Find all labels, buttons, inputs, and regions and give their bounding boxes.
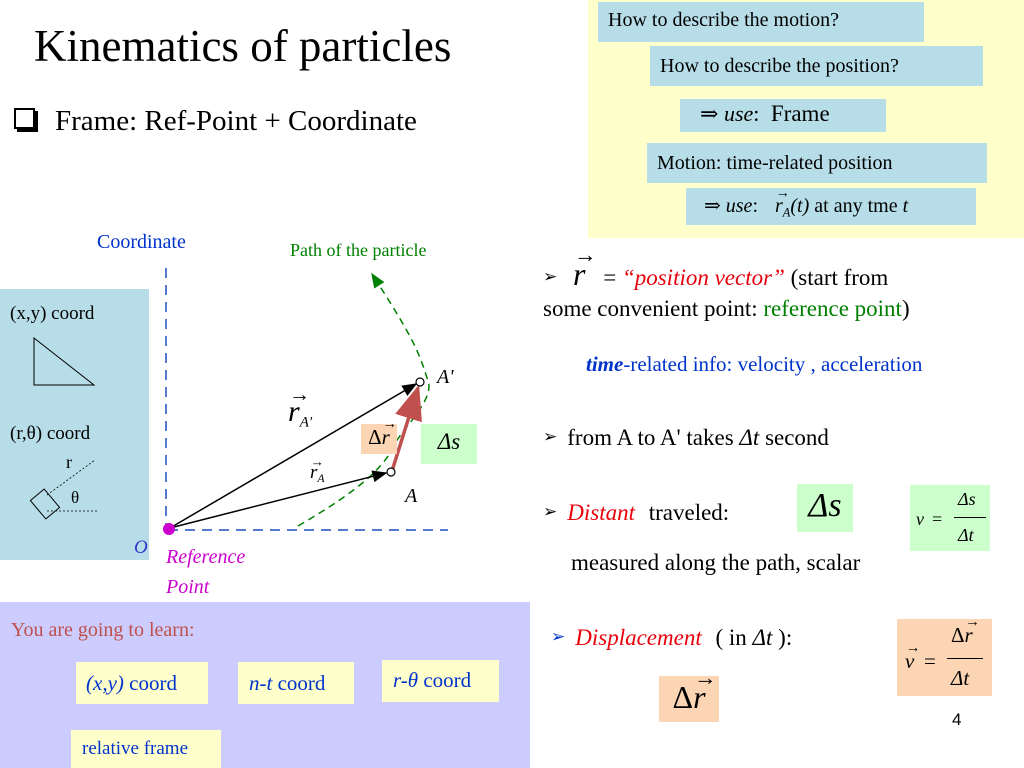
delta-s-diagram-box: Δs	[421, 424, 477, 464]
coordinate-label: Coordinate	[97, 231, 186, 253]
reference-point-label	[166, 542, 245, 602]
second-text: second	[759, 425, 829, 450]
close-paren-colon: ):	[772, 625, 793, 650]
learn-item-xy-b: coord	[123, 671, 177, 695]
origin-label: O	[134, 537, 148, 558]
point-a-marker	[387, 468, 395, 476]
position-vector-line1	[543, 256, 888, 293]
frame-bullet	[14, 105, 417, 138]
point-a-label: A	[405, 485, 418, 507]
t-symbol: t	[902, 195, 909, 217]
q-position-box	[650, 46, 983, 86]
in-text: ( in	[715, 625, 753, 650]
use-colon-2: :	[752, 195, 758, 217]
velocity-formula-box	[897, 619, 992, 696]
formula-equals: =	[932, 509, 943, 529]
learn-heading: You are going to learn:	[11, 619, 195, 641]
xy-coord-label: (x,y) coord	[10, 303, 95, 324]
v-symbol: v	[916, 509, 924, 529]
frame-word: Frame	[770, 101, 830, 126]
delta-r-box	[659, 676, 719, 722]
learn-item-nt-coord	[238, 662, 354, 704]
delta-s-box: Δs	[797, 484, 853, 532]
reference-point-term: reference point	[763, 296, 902, 321]
arrow-bullet-icon-2: ➢	[543, 427, 558, 446]
use-colon: :	[753, 101, 760, 126]
learn-item-rtheta-a: r-θ	[393, 668, 419, 692]
time-related-rest: -related info: velocity , acceleration	[623, 352, 923, 376]
speed-formula-box	[910, 485, 990, 551]
use-position-box	[686, 188, 976, 225]
learn-item-relative-frame-text: relative frame	[82, 738, 189, 759]
distant-line	[543, 500, 729, 526]
from-a-text: from A to A' takes	[567, 425, 740, 450]
learn-item-xy-a: (x,y)	[86, 671, 124, 695]
rtheta-coord-label: (r,θ) coord	[10, 423, 91, 444]
r-a-prime-sub: A'	[299, 414, 313, 431]
numerator-dr	[951, 623, 973, 648]
frame-bullet-text: Frame: Ref-Point + Coordinate	[55, 105, 417, 137]
fraction-bar-2	[947, 658, 983, 659]
coord-icons	[0, 289, 149, 560]
position-vector-line2	[543, 296, 910, 322]
measured-text: measured along the path, scalar	[571, 550, 861, 575]
delta-r-diagram-box	[361, 424, 397, 454]
v-vector-symbol: → v	[905, 649, 914, 674]
point-a-prime-label: A'	[437, 366, 454, 388]
delta-symbol: Δ	[368, 425, 382, 449]
arrow-bullet-icon-3: ➢	[543, 502, 558, 521]
learn-item-xy-coord	[76, 662, 208, 704]
position-vector-term: “position vector”	[621, 265, 785, 290]
convenient-point-text: some convenient point:	[543, 296, 764, 321]
use-frame-box	[680, 99, 886, 132]
implies-icon: ⇒	[700, 101, 719, 126]
denominator-dt-2: Δt	[951, 666, 970, 690]
r-a-vector	[170, 473, 386, 528]
at-any-time-text: at any tme	[814, 195, 898, 217]
learn-item-nt-a: n-t	[249, 671, 273, 695]
q-position-text: How to describe the position?	[660, 55, 899, 77]
q-motion-text: How to describe the motion?	[608, 9, 840, 31]
reference-point-dot	[163, 523, 175, 535]
slide-title: Kinematics of particles	[34, 21, 452, 71]
r-a-prime-symbol: → r	[288, 395, 300, 429]
r-vector-symbol: → r	[775, 195, 783, 218]
path-label: Path of the particle	[290, 240, 427, 260]
theta-label: θ	[71, 488, 80, 507]
r-subscript: A	[782, 205, 791, 220]
r-label: r	[66, 452, 72, 472]
traveled-text: traveled:	[648, 500, 730, 525]
point-word: Point	[166, 576, 210, 598]
displacement-word: Displacement	[575, 625, 702, 650]
r-a-sub: A	[317, 472, 325, 486]
start-from-text: (start from	[784, 265, 889, 290]
r-vector-symbol-main: → r	[573, 256, 585, 293]
learn-item-relative-frame	[71, 730, 221, 768]
numerator-delta: Δ	[951, 623, 965, 647]
motion-line-box	[647, 143, 987, 183]
r-of-t: (t)	[790, 195, 810, 217]
arrow-bullet-icon-4: ➢	[551, 627, 566, 646]
arrow-bullet-icon: ➢	[543, 267, 558, 286]
distant-word: Distant	[567, 500, 635, 525]
denominator-dt: Δt	[958, 525, 974, 545]
r-a-symbol: → r	[310, 462, 317, 484]
displacement-line	[551, 625, 792, 651]
learn-item-rtheta-coord	[382, 660, 499, 702]
from-a-line	[543, 425, 829, 451]
point-a-prime-marker	[416, 378, 424, 386]
r-a-prime-label	[288, 395, 312, 431]
numerator-r: → r	[965, 623, 973, 648]
q-motion-box	[598, 2, 924, 42]
implies-icon-2: ⇒	[704, 195, 721, 217]
equals-sign: =	[603, 265, 617, 290]
page-number: 4	[952, 710, 962, 729]
motion-line-text: Motion: time-related position	[657, 152, 893, 174]
delta-r-vector-symbol: → r	[693, 679, 705, 716]
use-word-2: use	[725, 195, 753, 217]
fraction-bar	[954, 517, 986, 518]
checkbox-bullet-icon	[14, 108, 35, 129]
close-paren: )	[901, 296, 910, 321]
formula-equals-2: =	[924, 649, 936, 673]
delta-r-symbol: → r	[382, 425, 390, 450]
time-related-info	[586, 352, 922, 377]
xy-triangle-icon	[34, 338, 94, 385]
time-word: time	[586, 352, 624, 376]
numerator-ds: Δs	[958, 489, 976, 509]
delta-t-symbol-2: Δt	[752, 625, 773, 650]
use-word: use	[723, 101, 754, 126]
reference-word: Reference	[166, 546, 246, 568]
polar-coord-icon	[30, 460, 98, 519]
learn-item-rtheta-b: coord	[418, 668, 472, 692]
learn-item-nt-b: coord	[272, 671, 326, 695]
delta-t-symbol: Δt	[739, 425, 760, 450]
r-a-label	[310, 462, 325, 486]
delta-symbol-2: Δ	[672, 679, 694, 715]
